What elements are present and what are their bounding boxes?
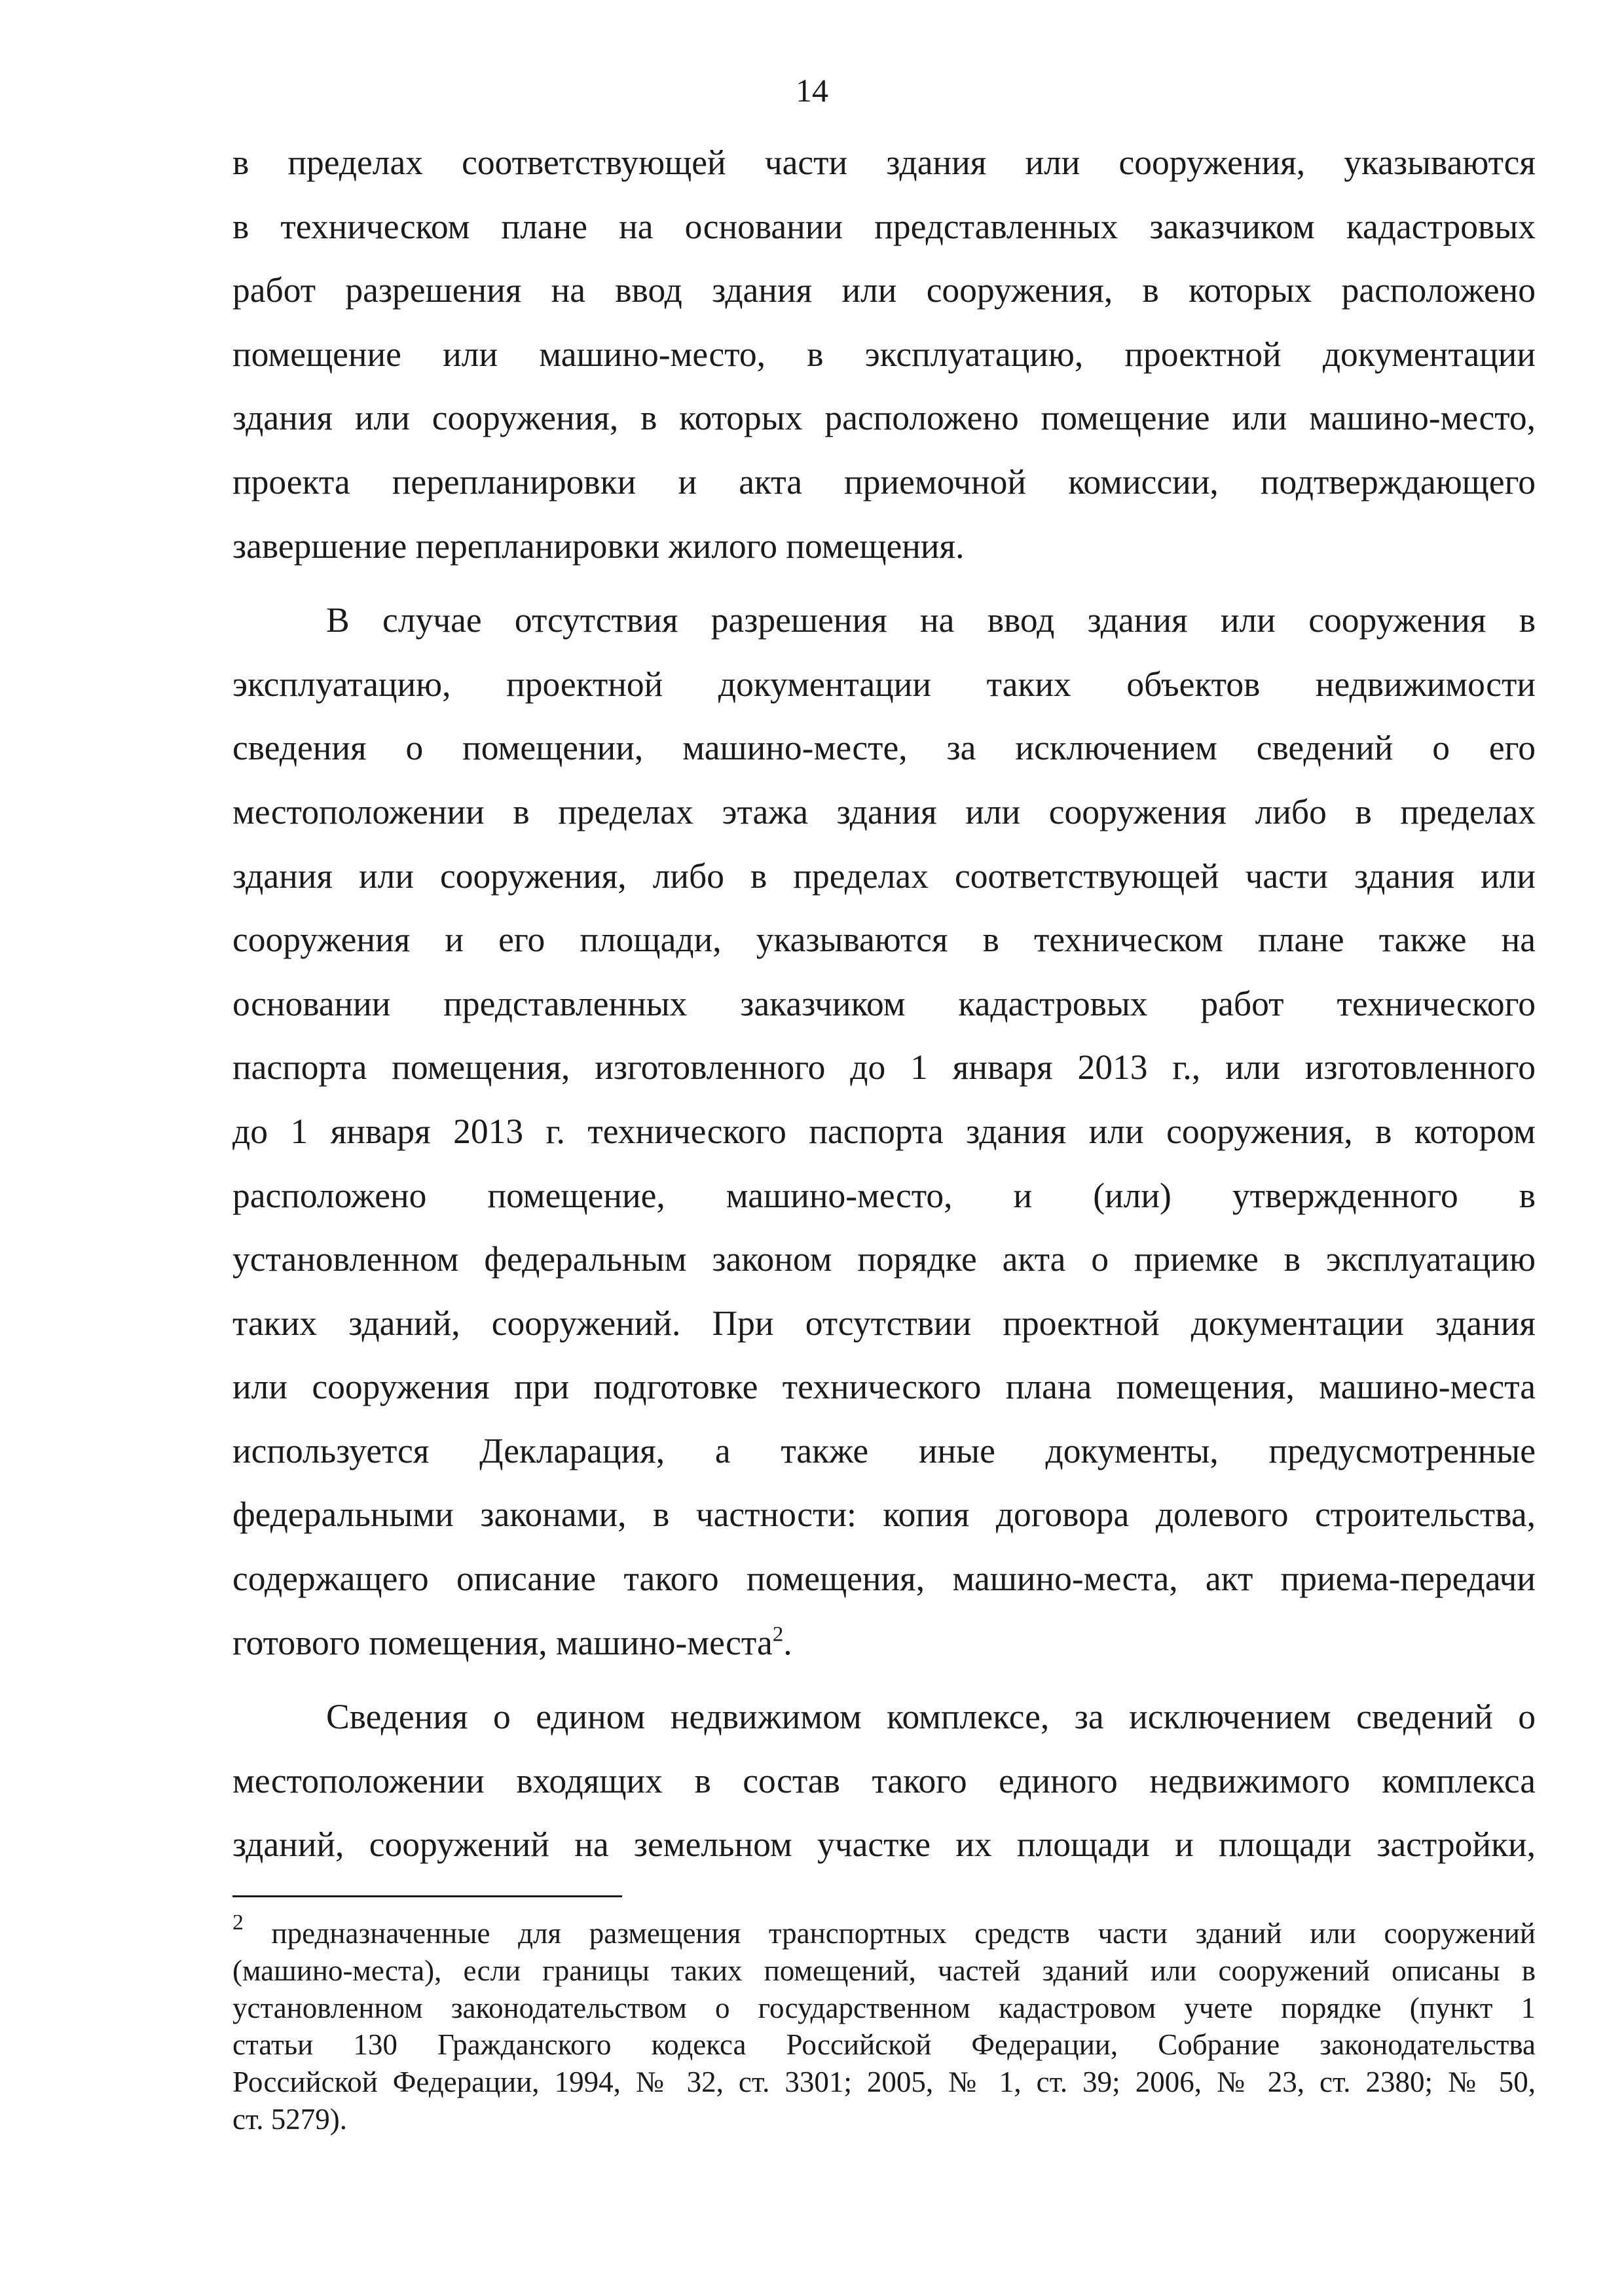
paragraph-2-line: федеральными законами, в частности: копия договора долевого строительства, [232, 1495, 1536, 1535]
footnote-line: предназначенные для размещения транспортных средств части зданий или сооружений [243, 1917, 1536, 1950]
paragraph-2-line: местоположении в пределах этажа здания или сооружения либо в пределах [232, 792, 1536, 831]
paragraph-2-last-line [232, 1611, 1536, 1675]
sentence-end: . [783, 1622, 792, 1662]
paragraph-1-line: в техническом плане на основании представленных заказчиком кадастровых [232, 206, 1536, 246]
footnote-first-line [232, 1915, 1536, 1952]
paragraph-3 [232, 1685, 1536, 1877]
paragraph-2-line: таких зданий, сооружений. При отсутствии проектной документации здания [232, 1303, 1536, 1343]
paragraph-2-line: здания или сооружения, либо в пределах соответствующей части здания или [232, 856, 1536, 896]
paragraph-1 [232, 131, 1536, 578]
paragraph-2-line: В случае отсутствия разрешения на ввод здания или сооружения в [326, 600, 1536, 640]
footnote-separator [232, 1895, 622, 1897]
footnote-line: (машино-места), если границы таких помещений, частей зданий или сооружений описаны в [232, 1954, 1536, 1987]
footnote-line: Российской Федерации, 1994, № 32, ст. 3301; 2005, № 1, ст. 39; 2006, № 23, ст. 2380; № 50, [232, 2066, 1536, 2099]
footnote-number: 2 [232, 1915, 244, 1935]
paragraph-3-line: Сведения о едином недвижимом комплексе, за исключением сведений о [326, 1697, 1536, 1737]
paragraph-2-line: сведения о помещении, машино-месте, за исключением сведений о его [232, 728, 1536, 768]
paragraph-3-line: местоположении входящих в состав такого единого недвижимого комплекса [232, 1760, 1536, 1800]
paragraph-2-line: установленном федеральным законом порядке акта о приемке в эксплуатацию [232, 1239, 1536, 1279]
paragraph-1-line: проекта перепланировки и акта приемочной комиссии, подтверждающего [232, 462, 1536, 501]
footnote-line: статьи 130 Гражданского кодекса Российской Федерации, Собрание законодательства [232, 2028, 1536, 2062]
footnote-reference[interactable]: 2 [772, 1622, 784, 1647]
paragraph-1-line: помещение или машино-место, в эксплуатацию, проектной документации [232, 334, 1536, 374]
paragraph-2-line: основании представленных заказчиком кадастровых работ технического [232, 983, 1536, 1023]
footnote-line: ст. 5279). [232, 2102, 347, 2136]
paragraph-2-line: готового помещения, машино-места [232, 1622, 773, 1662]
paragraph-2-line: расположено помещение, машино-место, и (или) утвержденного в [232, 1175, 1536, 1215]
paragraph-3-line: зданий, сооружений на земельном участке их площади и площади застройки, [232, 1825, 1536, 1865]
paragraph-2-line: сооружения и его площади, указываются в техническом плане также на [232, 920, 1536, 960]
body-text [232, 131, 1536, 1877]
paragraph-2-line: до 1 января 2013 г. технического паспорта здания или сооружения, в котором [232, 1111, 1536, 1151]
paragraph-2-line: содержащего описание такого помещения, машино-места, акт приема-передачи [232, 1559, 1536, 1599]
page-number: 14 [796, 72, 828, 109]
paragraph-1-line: работ разрешения на ввод здания или сооружения, в которых расположено [232, 270, 1536, 310]
footnote [232, 1915, 1536, 2138]
paragraph-1-line: здания или сооружения, в которых расположено помещение или машино-место, [232, 398, 1536, 438]
footnote-line: установленном законодательством о государственном кадастровом учете порядке (пункт 1 [232, 1991, 1536, 2024]
paragraph-2-line: эксплуатацию, проектной документации таких объектов недвижимости [232, 664, 1536, 704]
paragraph-2-line: паспорта помещения, изготовленного до 1 января 2013 г., или изготовленного [232, 1048, 1536, 1087]
paragraph-2 [232, 589, 1536, 1675]
paragraph-1-line: завершение перепланировки жилого помещения. [232, 526, 965, 566]
paragraph-1-line: в пределах соответствующей части здания или сооружения, указываются [232, 143, 1536, 182]
paragraph-2-line: или сооружения при подготовке технического плана помещения, машино-места [232, 1367, 1536, 1407]
paragraph-2-line: используется Декларация, а также иные документы, предусмотренные [232, 1430, 1536, 1470]
